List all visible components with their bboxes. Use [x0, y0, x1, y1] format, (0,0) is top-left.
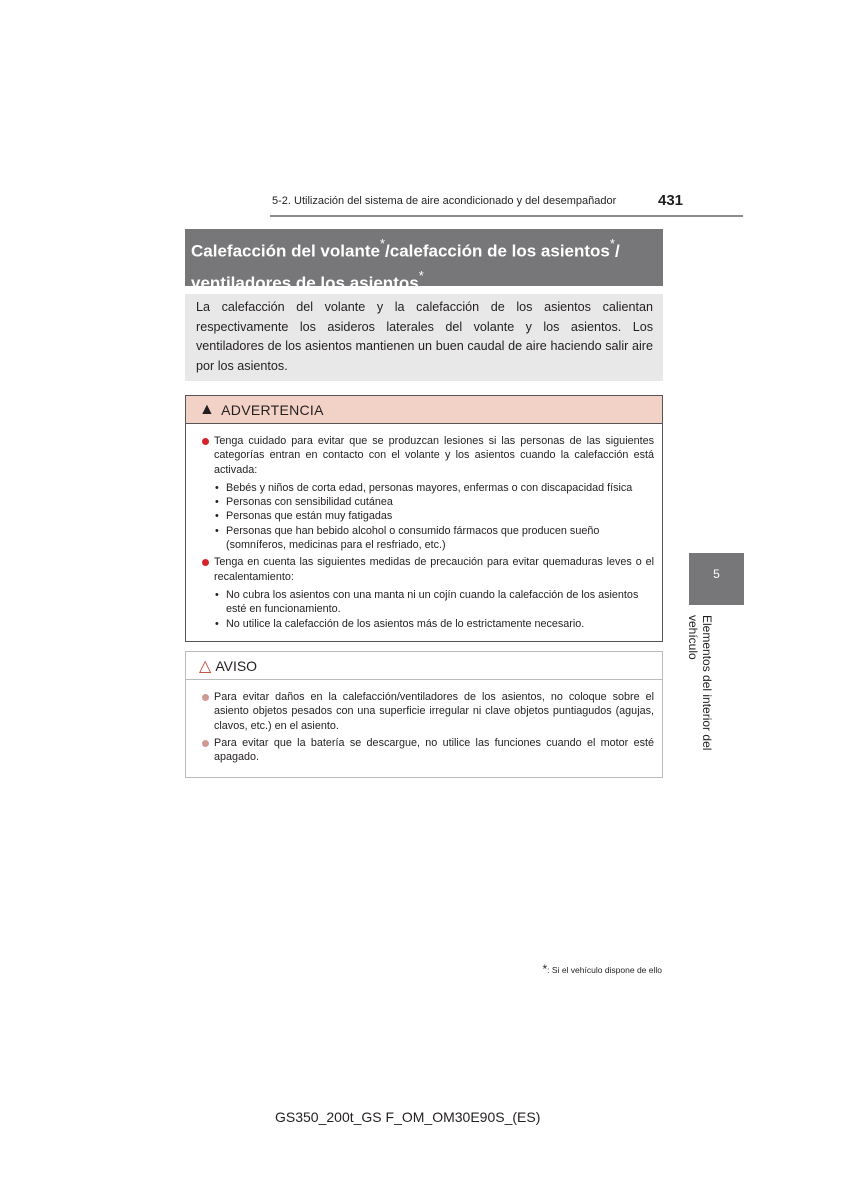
sub-item-text: Personas que están muy fatigadas — [226, 510, 393, 523]
bullet-dot — [202, 694, 209, 701]
warning-list — [186, 424, 662, 631]
sub-item: • No cubra los asientos con una manta ni un cojín cuando la calefacción de los asientos esté en funcionamiento. — [215, 588, 639, 616]
notice-box — [185, 651, 663, 778]
list-item-text: Tenga cuidado para evitar que se produzcan lesiones si las personas de las siguientes categorías entran en contacto con el volante y los asientos cuando la calefacción está activada: — [214, 435, 654, 476]
footnote-asterisk: * — [542, 962, 548, 976]
section-title — [185, 229, 663, 293]
sub-item: • Personas con sensibilidad cutánea — [215, 496, 393, 509]
sub-item-text: No cubra los asientos con una manta ni un cojín cuando la calefacción de los asientos esté en funcionamiento. — [226, 588, 639, 616]
notice-heading: AVISO — [215, 657, 258, 674]
sub-item-text: Personas que han bebido alcohol o consumido fármacos que producen sueño (somníferos, medicinas para el resfriado, etc.) — [226, 524, 600, 552]
page-number: 431 — [658, 192, 684, 209]
asterisk-mark: * — [418, 267, 424, 283]
sub-item: • Personas que han bebido alcohol o consumido fármacos que producen sueño (somníferos, medicinas para el resfriado, etc.) — [215, 524, 600, 552]
intro-box: La calefacción del volante y la calefacción de los asientos calientan respectivamente los asideros laterales del volante y los asientos. Los ventiladores de los asientos mantienen un buen caudal de aire haciendo salir aire por los asientos. — [185, 294, 663, 381]
title-part-2: /calefacción de los asientos — [385, 241, 610, 261]
list-item — [202, 555, 654, 584]
sub-item: • No utilice la calefacción de los asientos más de lo estrictamente necesario. — [215, 617, 585, 630]
bullet-dot — [202, 740, 209, 747]
sub-item-text: Personas con sensibilidad cutánea — [226, 496, 393, 509]
notice-triangle-icon: △ — [199, 657, 212, 675]
sub-item-text: Bebés y niños de corta edad, personas mayores, enfermas o con discapacidad física — [226, 481, 633, 494]
running-head: 5-2. Utilización del sistema de aire acondicionado y del desempañador — [272, 195, 617, 207]
chapter-tab: 5 — [689, 553, 744, 605]
notice-list — [186, 680, 662, 764]
list-item — [202, 736, 654, 765]
warning-header — [186, 396, 662, 424]
sub-item: • Bebés y niños de corta edad, personas mayores, enfermas o con discapacidad física — [215, 481, 633, 494]
list-item — [202, 690, 654, 733]
chapter-title-vertical: Elementos del interior del vehículo — [686, 615, 714, 751]
warning-box — [185, 395, 663, 642]
header-rule — [270, 215, 743, 217]
sub-item-text: No utilice la calefacción de los asientos más de lo estrictamente necesario. — [226, 617, 585, 630]
document-code: GS350_200t_GS F_OM_OM30E90S_(ES) — [275, 1109, 541, 1125]
warning-triangle-icon: ▲ — [199, 400, 216, 418]
asterisk-mark: * — [379, 236, 386, 251]
title-part-1: Calefacción del volante — [191, 241, 380, 261]
title-line-2: ventiladores de los asientos — [191, 273, 419, 293]
notice-header — [186, 652, 662, 680]
bullet-dot — [202, 438, 209, 445]
footnote — [543, 962, 663, 976]
list-item — [202, 434, 654, 477]
title-part-3: / — [614, 241, 620, 261]
asterisk-mark: * — [609, 236, 615, 251]
list-item-text: Para evitar que la batería se descargue, no utilice las funciones cuando el motor esté apagado. — [214, 736, 654, 764]
bullet-dot — [202, 559, 209, 566]
sub-item: • Personas que están muy fatigadas — [215, 510, 393, 523]
footnote-text: : Si el vehículo dispone de ello — [547, 965, 662, 975]
list-item-text: Tenga en cuenta las siguientes medidas de precaución para evitar quemaduras leves o el recalentamiento: — [214, 556, 654, 583]
warning-heading: ADVERTENCIA — [221, 401, 324, 418]
list-item-text: Para evitar daños en la calefacción/ventiladores de los asientos, no coloque sobre el asiento objetos pesados con una superficie irregular ni clave objetos puntiagudos (agujas, clavos, etc.) en el asiento. — [214, 691, 654, 732]
